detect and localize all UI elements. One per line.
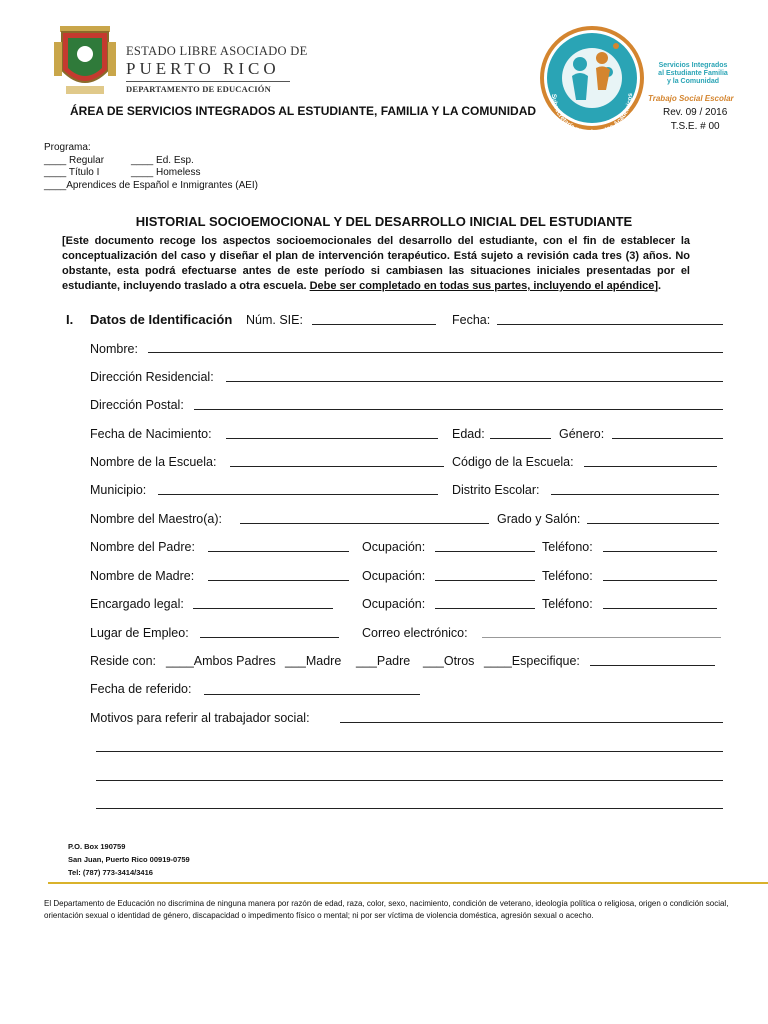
logo-arc-text: Subsecretaría para Asuntos Académicos [549, 93, 635, 134]
lugar-empleo-label: Lugar de Empleo: [90, 626, 189, 640]
grado-salon-label: Grado y Salón: [497, 512, 581, 526]
area-title: ÁREA DE SERVICIOS INTEGRADOS AL ESTUDIANTE, FAMILIA Y LA COMUNIDAD [70, 104, 537, 118]
motivos-field-line[interactable] [96, 808, 723, 809]
municipio-field[interactable] [158, 494, 438, 495]
section-title: Datos de Identificación [90, 312, 233, 327]
nombre-maestro-label: Nombre del Maestro(a): [90, 512, 222, 526]
num-sie-label: Núm. SIE: [246, 313, 303, 327]
fecha-field[interactable] [497, 324, 723, 325]
codigo-escuela-field[interactable] [584, 466, 717, 467]
ocupacion-madre-label: Ocupación: [362, 569, 426, 583]
gov-puerto-rico: PUERTO RICO [126, 59, 280, 78]
fecha-nacimiento-label: Fecha de Nacimiento: [90, 427, 212, 441]
non-discrimination-notice: El Departamento de Educación no discrimina de ninguna manera por razón de edad, raza, color, sexo, nacimiento, condición de veterano, ideología política o religiosa, origen o condición social, orientación sexual o identidad de género, discapacidad o impedimento físico o mental; ni por ser víctima de violencia doméstica, agresión sexual o acecho. [44, 899, 729, 920]
num-sie-field[interactable] [312, 324, 436, 325]
logo-tse-label: Trabajo Social Escolar [648, 94, 734, 103]
footer-address [68, 840, 190, 879]
logo-caption-line: y la Comunidad [666, 78, 720, 85]
programa-regular[interactable]: ____ Regular [44, 154, 105, 166]
ocupacion-padre-label: Ocupación: [362, 540, 426, 554]
reside-otros-option[interactable]: ___Otros [423, 654, 475, 668]
distrito-escolar-field[interactable] [551, 494, 719, 495]
document-title: HISTORIAL SOCIOEMOCIONAL Y DEL DESARROLLO INICIAL DEL ESTUDIANTE [135, 214, 633, 229]
logo-caption-line: al Estudiante Familia [658, 70, 728, 77]
nombre-field[interactable] [148, 352, 723, 353]
nombre-madre-field[interactable] [208, 580, 349, 581]
nombre-padre-field[interactable] [208, 551, 349, 552]
encargado-legal-label: Encargado legal: [90, 597, 184, 611]
genero-field[interactable] [612, 438, 723, 439]
nombre-escuela-field[interactable] [230, 466, 444, 467]
distrito-escolar-label: Distrito Escolar: [452, 483, 540, 497]
ocupacion-encargado-field[interactable] [435, 608, 535, 609]
lugar-empleo-field[interactable] [200, 637, 339, 638]
telefono-encargado-field[interactable] [603, 608, 717, 609]
address-city: San Juan, Puerto Rico 00919-0759 [68, 855, 190, 864]
dir-residencial-field[interactable] [226, 381, 723, 382]
programa-homeless[interactable]: ____ Homeless [131, 167, 201, 178]
telefono-madre-field[interactable] [603, 580, 717, 581]
reside-madre-option[interactable]: ___Madre [285, 654, 342, 668]
especifique-field[interactable] [590, 665, 715, 666]
intro-paragraph [62, 234, 690, 294]
intro-text: [Este documento recoge los aspectos socioemocionales del desarrollo del estudiante, con el fin de establecer la conceptualización del caso y diseñar el plan de intervención terapéutico. Está sujeto a revisión cada tres (3) años. No obstante, esta podrá efectuarse antes de este período si cambiasen las situaciones iniciales presentadas por el estudiante, incluyendo traslado a otra escuela. [62, 235, 690, 292]
reside-padre-option[interactable]: ___Padre [356, 654, 411, 668]
nombre-label: Nombre: [90, 342, 138, 356]
nombre-maestro-field[interactable] [240, 523, 489, 524]
gov-divider [126, 81, 290, 82]
nombre-escuela-label: Nombre de la Escuela: [90, 455, 217, 469]
logo-caption-line: Servicios Integrados [658, 62, 728, 69]
grado-salon-field[interactable] [587, 523, 719, 524]
intro-requirement: Debe ser completado en todas sus partes, incluyendo el apéndice [309, 280, 655, 292]
dir-postal-field[interactable] [194, 409, 723, 410]
address-phone: Tel: (787) 773-3414/3416 [68, 868, 153, 877]
edad-label: Edad: [452, 427, 485, 441]
correo-field[interactable] [482, 637, 721, 638]
government-header [126, 44, 308, 94]
revision-date: Rev. 09 / 2016 [663, 107, 728, 118]
servicios-integrados-logo-icon [532, 24, 650, 134]
logo-caption [650, 62, 736, 86]
encargado-legal-field[interactable] [193, 608, 333, 609]
gov-department: DEPARTAMENTO DE EDUCACIÓN [126, 84, 271, 94]
tse-number: T.S.E. # 00 [670, 121, 720, 132]
fecha-nacimiento-field[interactable] [226, 438, 438, 439]
ocupacion-padre-field[interactable] [435, 551, 535, 552]
programa-titulo-i[interactable]: ____ Título I [44, 167, 100, 178]
telefono-madre-label: Teléfono: [542, 569, 593, 583]
gov-name-line: ESTADO LIBRE ASOCIADO DE [126, 44, 308, 58]
genero-label: Género: [559, 427, 605, 441]
telefono-padre-label: Teléfono: [542, 540, 593, 554]
nombre-madre-label: Nombre de Madre: [90, 569, 195, 583]
reside-con-label: Reside con: [90, 654, 157, 668]
reside-especifique-option[interactable]: ____Especifique: [484, 654, 580, 668]
fecha-label: Fecha: [452, 313, 491, 327]
telefono-encargado-label: Teléfono: [542, 597, 593, 611]
address-po-box: P.O. Box 190759 [68, 842, 126, 851]
nombre-padre-label: Nombre del Padre: [90, 540, 195, 554]
ocupacion-encargado-label: Ocupación: [362, 597, 426, 611]
dir-residencial-label: Dirección Residencial: [90, 370, 214, 384]
reside-ambos-padres-option[interactable]: ____Ambos Padres [166, 654, 276, 668]
ocupacion-madre-field[interactable] [435, 580, 535, 581]
section-number: I. [66, 312, 74, 327]
telefono-padre-field[interactable] [603, 551, 717, 552]
motivos-label: Motivos para referir al trabajador social: [90, 711, 310, 725]
municipio-label: Municipio: [90, 483, 147, 497]
motivos-field[interactable] [340, 722, 723, 723]
intro-end: ]. [654, 280, 662, 292]
fecha-referido-field[interactable] [204, 694, 420, 695]
correo-label: Correo electrónico: [362, 626, 468, 640]
programa-options [44, 142, 258, 192]
programa-ed-esp[interactable]: ____ Ed. Esp. [131, 154, 194, 166]
footer-divider [48, 882, 768, 884]
codigo-escuela-label: Código de la Escuela: [452, 455, 574, 469]
motivos-field-line[interactable] [96, 780, 723, 781]
dir-postal-label: Dirección Postal: [90, 398, 184, 412]
puerto-rico-seal-icon [52, 22, 118, 98]
motivos-field-line[interactable] [96, 751, 723, 752]
programa-label: Programa: [44, 142, 91, 153]
programa-aei[interactable]: ____Aprendices de Español e Inmigrantes (AEI) [44, 179, 259, 191]
revision-info [663, 106, 727, 134]
fecha-referido-label: Fecha de referido: [90, 682, 192, 696]
edad-field[interactable] [490, 438, 551, 439]
